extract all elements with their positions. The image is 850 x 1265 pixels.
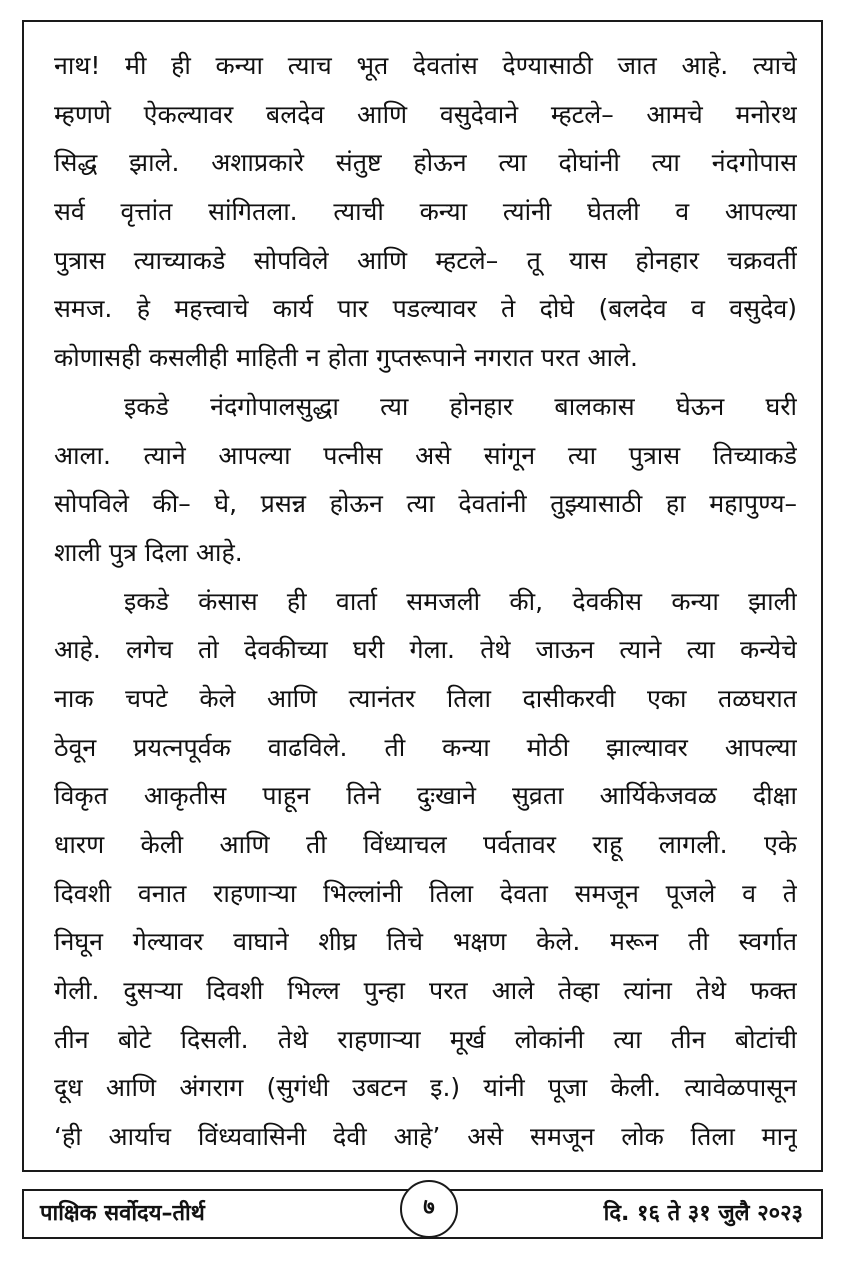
text-line-6: समज. हे महत्त्वाचे कार्य पार पडल्यावर ते दोघे (बलदेव व वसुदेव)	[54, 294, 797, 324]
text-line-18: दिवशी वनात राहणाऱ्या भिल्लांनी तिला देवता समजून पूजले व ते	[54, 878, 797, 908]
page-number: ७	[423, 1195, 435, 1220]
page-body-text	[54, 42, 797, 1162]
text-line-15: ठेवून प्रयत्नपूर्वक वाढविले. ती कन्या मोठी झाल्यावर आपल्या	[54, 732, 797, 762]
issue-date: दि. १६ ते ३१ जुलै २०२३	[603, 1201, 803, 1226]
text-line-4: सर्व वृत्तांत सांगितला. त्याची कन्या त्यांनी घेतली व आपल्या	[54, 197, 797, 227]
text-line-5: पुत्रास त्याच्याकडे सोपविले आणि म्हटले– तू यास होनहार चक्रवर्ती	[54, 245, 797, 275]
text-line-23: ‘ही आर्याच विंध्यवासिनी देवी आहे’ असे समजून लोक तिला मानू	[54, 1122, 797, 1152]
text-line-9: आला. त्याने आपल्या पत्नीस असे सांगून त्या पुत्रास तिच्याकडे	[54, 440, 797, 470]
text-line-13: आहे. लगेच तो देवकीच्या घरी गेला. तेथे जाऊन त्याने त्या कन्येचे	[54, 635, 797, 665]
page-footer	[22, 1189, 823, 1239]
text-line-2: म्हणणे ऐकल्यावर बलदेव आणि वसुदेवाने म्हटले– आमचे मनोरथ	[54, 99, 797, 129]
page-text-frame	[22, 20, 823, 1172]
text-line-12: इकडे कंसास ही वार्ता समजली की, देवकीस कन्या झाली	[124, 586, 797, 616]
text-line-19: निघून गेल्यावर वाघाने शीघ्र तिचे भक्षण केले. मरून ती स्वर्गात	[54, 927, 797, 957]
text-line-3: सिद्ध झाले. अशाप्रकारे संतुष्ट होऊन त्या दोघांनी त्या नंदगोपास	[54, 148, 797, 178]
text-line-7: कोणासही कसलीही माहिती न होता गुप्तरूपाने नगरात परत आले.	[54, 343, 638, 373]
text-line-17: धारण केली आणि ती विंध्याचल पर्वतावर राहू लागली. एके	[54, 830, 797, 859]
text-line-14: नाक चपटे केले आणि त्यानंतर तिला दासीकरवी एका तळघरात	[54, 683, 797, 713]
page-number-badge	[400, 1180, 458, 1238]
text-line-10: सोपविले की– घे, प्रसन्न होऊन त्या देवतांनी तुझ्यासाठी हा महापुण्य–	[54, 489, 797, 519]
text-line-1: नाथ! मी ही कन्या त्याच भूत देवतांस देण्यासाठी जात आहे. त्याचे	[54, 51, 797, 80]
text-line-11: शाली पुत्र दिला आहे.	[54, 537, 243, 567]
text-line-20: गेली. दुसऱ्या दिवशी भिल्ल पुन्हा परत आले तेव्हा त्यांना तेथे फक्त	[54, 976, 797, 1006]
publication-name: पाक्षिक सर्वोदय–तीर्थ	[40, 1201, 205, 1226]
text-line-22: दूध आणि अंगराग (सुगंधी उबटन इ.) यांनी पूजा केली. त्यावेळपासून	[54, 1073, 797, 1103]
text-line-16: विकृत आकृतीस पाहून तिने दुःखाने सुव्रता आर्यिकेजवळ दीक्षा	[54, 781, 797, 811]
text-line-8: इकडे नंदगोपालसुद्धा त्या होनहार बालकास घेऊन घरी	[124, 391, 797, 421]
text-line-21: तीन बोटे दिसली. तेथे राहणाऱ्या मूर्ख लोकांनी त्या तीन बोटांची	[54, 1024, 797, 1054]
